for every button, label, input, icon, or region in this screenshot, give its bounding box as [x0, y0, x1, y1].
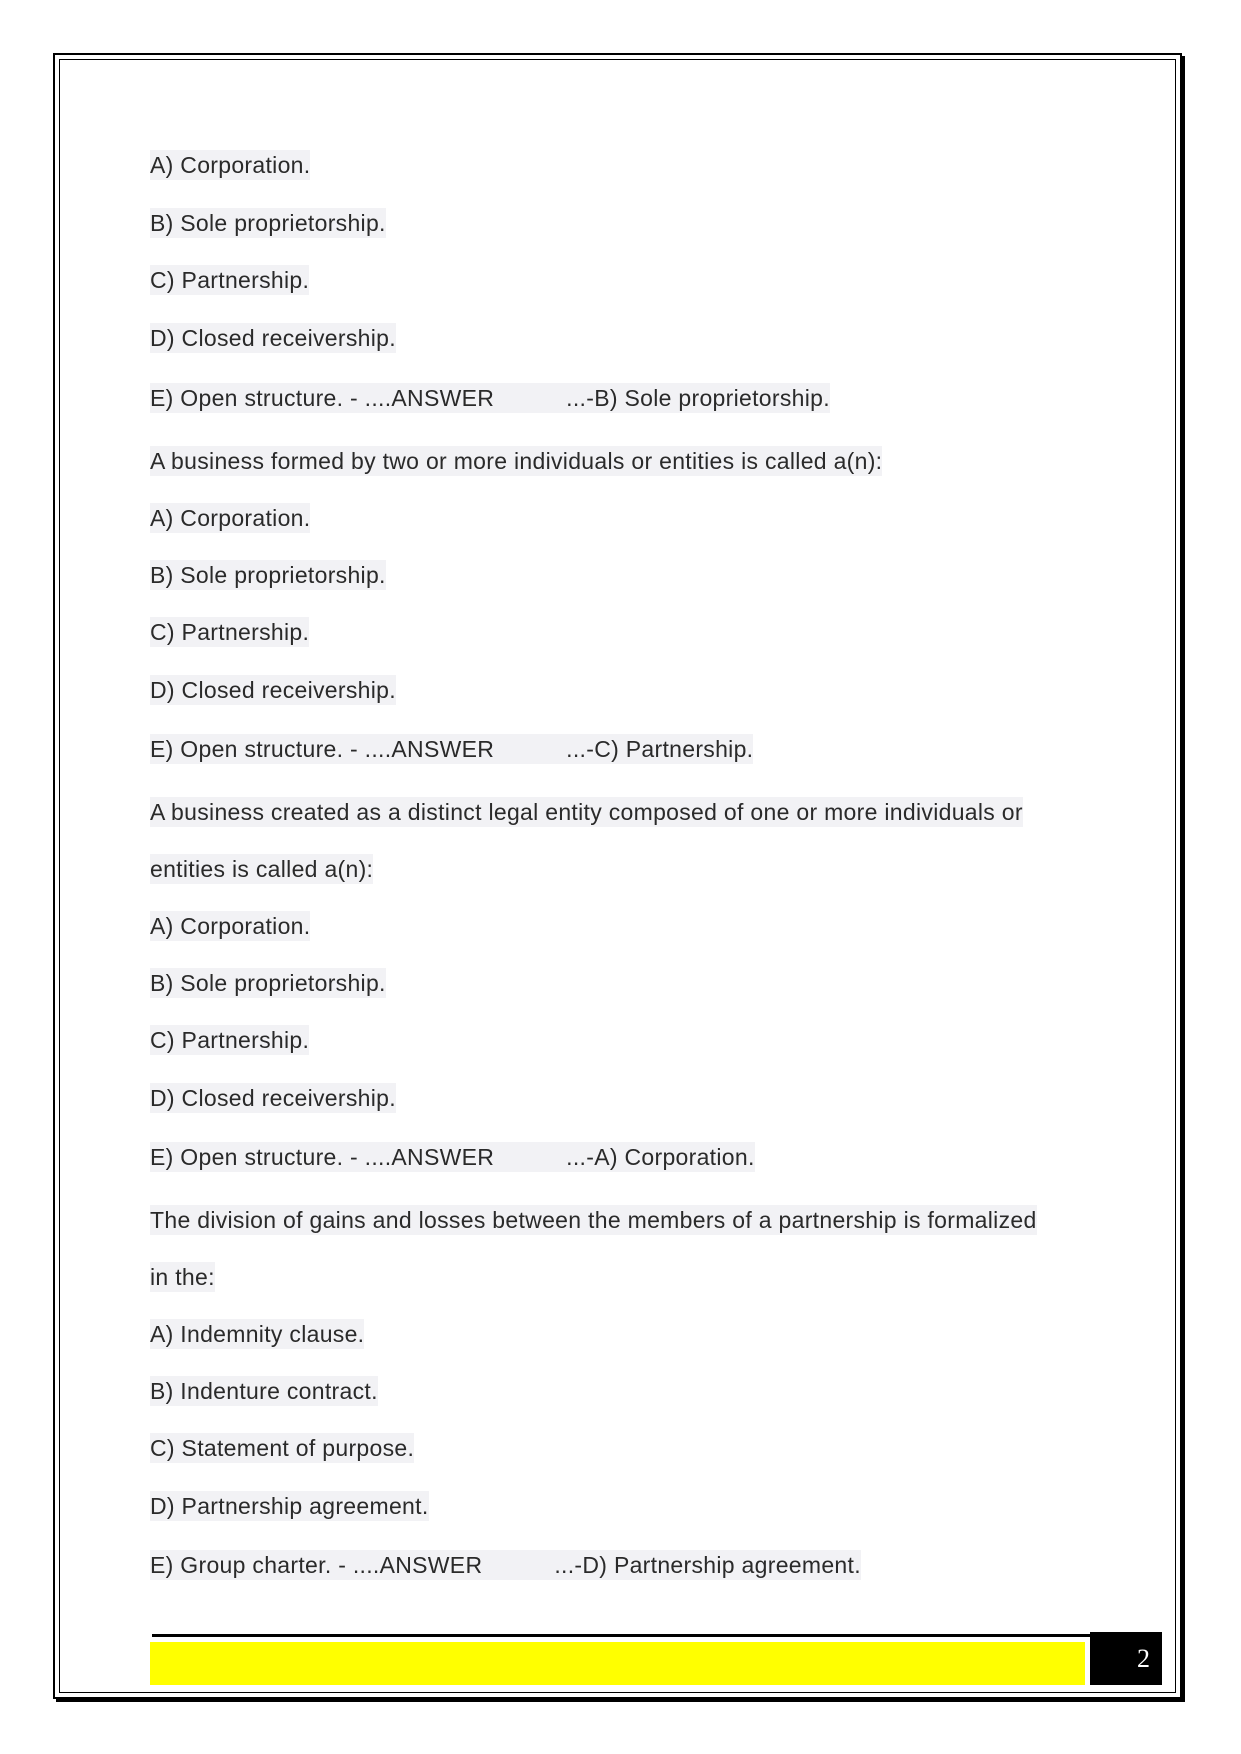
question-text: entities is called a(n): [150, 856, 374, 882]
option-text: C) Partnership. [150, 619, 310, 645]
option-text: A) Corporation. [150, 913, 311, 939]
option-line [150, 503, 310, 533]
option-text: B) Sole proprietorship. [150, 970, 386, 996]
option-line [150, 560, 386, 590]
option-line [150, 1025, 309, 1055]
option-line [150, 1083, 396, 1113]
question-line [150, 1205, 1037, 1235]
option-line [150, 150, 310, 180]
footer-bar [150, 1642, 1085, 1685]
answer-prompt: E) Group charter. - ....ANSWER [150, 1552, 483, 1578]
option-text: C) Statement of purpose. [150, 1435, 415, 1461]
answer-line [150, 383, 830, 413]
question-text: The division of gains and losses between the members of a partnership is formalized [150, 1207, 1037, 1233]
option-text: B) Sole proprietorship. [150, 210, 386, 236]
option-text: D) Closed receivership. [150, 1085, 396, 1111]
option-line [150, 675, 396, 705]
answer-line [150, 1550, 861, 1580]
question-line [150, 1262, 215, 1292]
option-text: D) Closed receivership. [150, 677, 396, 703]
option-text: B) Sole proprietorship. [150, 562, 386, 588]
question-line [150, 854, 373, 884]
option-text: A) Indemnity clause. [150, 1321, 365, 1347]
answer-prompt: E) Open structure. - ....ANSWER [150, 736, 495, 762]
option-line [150, 323, 396, 353]
option-text: C) Partnership. [150, 1027, 310, 1053]
option-line [150, 1376, 378, 1406]
option-text: C) Partnership. [150, 267, 310, 293]
option-line [150, 911, 310, 941]
option-line [150, 208, 386, 238]
option-text: B) Indenture contract. [150, 1378, 378, 1404]
option-line [150, 617, 309, 647]
option-line [150, 1433, 414, 1463]
option-text: A) Corporation. [150, 505, 311, 531]
option-text: A) Corporation. [150, 152, 311, 178]
answer-prompt: E) Open structure. - ....ANSWER [150, 385, 495, 411]
question-text: in the: [150, 1264, 215, 1290]
page-number-text: 2 [1137, 1643, 1150, 1673]
option-text: D) Closed receivership. [150, 325, 396, 351]
option-text: D) Partnership agreement. [150, 1493, 429, 1519]
footer-rule [152, 1634, 1097, 1637]
answer-value: ...-D) Partnership agreement. [554, 1552, 861, 1578]
option-line [150, 968, 386, 998]
answer-value: ...-C) Partnership. [566, 736, 754, 762]
page-number [1090, 1632, 1162, 1685]
answer-value: ...-A) Corporation. [566, 1144, 755, 1170]
answer-line [150, 734, 753, 764]
answer-prompt: E) Open structure. - ....ANSWER [150, 1144, 495, 1170]
question-line [150, 446, 882, 476]
question-text: A business formed by two or more individuals or entities is called a(n): [150, 448, 883, 474]
question-line [150, 797, 1023, 827]
question-text: A business created as a distinct legal entity composed of one or more individuals or [150, 799, 1023, 825]
option-line [150, 1319, 364, 1349]
option-line [150, 265, 309, 295]
option-line [150, 1491, 429, 1521]
answer-line [150, 1142, 755, 1172]
answer-value: ...-B) Sole proprietorship. [566, 385, 830, 411]
